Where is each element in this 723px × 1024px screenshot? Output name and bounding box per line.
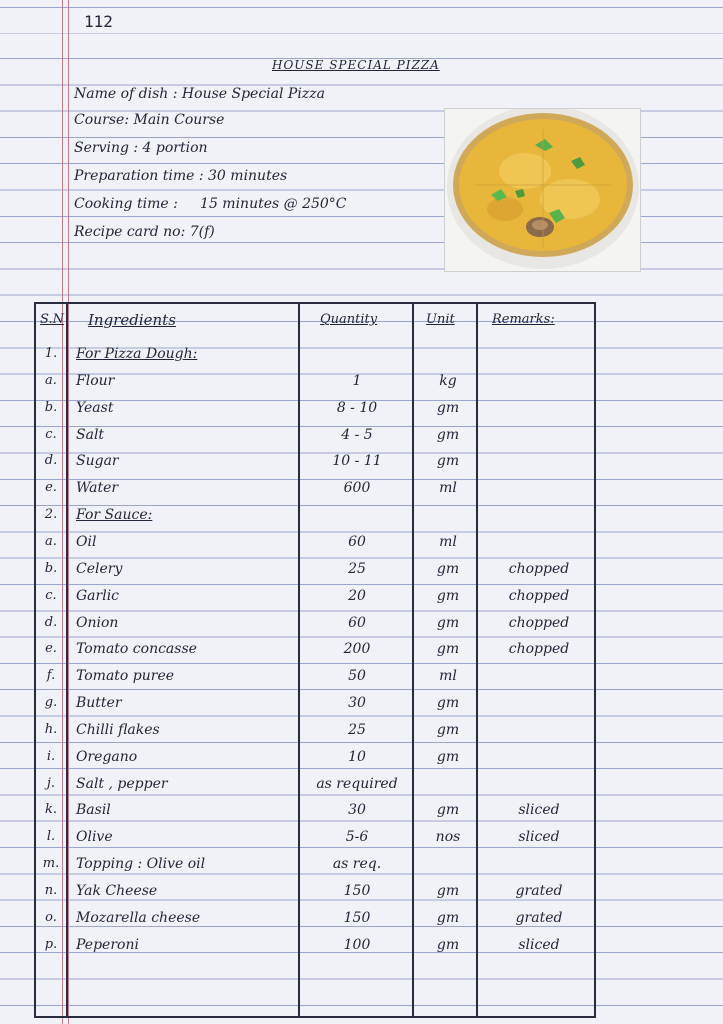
- table-row: [36, 718, 596, 744]
- row-unit: gm: [436, 909, 460, 926]
- row-ingredient: Oil: [76, 533, 97, 550]
- row-remarks: chopped: [508, 587, 570, 604]
- row-unit: gm: [436, 560, 460, 577]
- page-number: 112: [84, 12, 113, 31]
- row-sn: b.: [44, 560, 58, 576]
- table-row: [36, 637, 596, 663]
- row-quantity: 50: [348, 668, 366, 685]
- row-remarks: chopped: [508, 614, 570, 631]
- row-unit: gm: [436, 748, 460, 765]
- row-sn: m.: [42, 856, 60, 872]
- row-ingredient: Peperoni: [76, 936, 139, 953]
- header-unit: Unit: [426, 312, 455, 327]
- row-quantity: 200: [343, 641, 371, 658]
- row-quantity: 150: [343, 883, 371, 899]
- row-remarks: grated: [515, 909, 563, 926]
- row-sn: a.: [45, 372, 57, 388]
- row-quantity: 60: [348, 533, 366, 550]
- row-ingredient: For Sauce:: [76, 507, 153, 524]
- row-sn: d.: [44, 453, 58, 469]
- row-ingredient: Onion: [76, 614, 119, 631]
- header-quantity: Quantity: [320, 312, 378, 327]
- row-quantity: 10 - 11: [332, 453, 382, 470]
- row-ingredient: Olive: [76, 829, 113, 846]
- row-sn: e.: [45, 641, 57, 657]
- row-quantity: 150: [343, 909, 371, 926]
- row-ingredient: Mozarella cheese: [76, 909, 201, 926]
- row-ingredient: Basil: [76, 802, 111, 819]
- row-ingredient: Celery: [76, 560, 123, 577]
- ingredients-table: [34, 302, 596, 1018]
- row-sn: l.: [46, 829, 56, 845]
- row-remarks: sliced: [518, 802, 560, 819]
- row-unit: kg: [439, 372, 457, 389]
- serving: Serving : 4 portion: [74, 140, 208, 156]
- table-row: [36, 664, 596, 690]
- row-unit: ml: [439, 668, 457, 685]
- row-sn: o.: [45, 909, 57, 925]
- table-row: [36, 852, 596, 878]
- row-unit: gm: [436, 453, 460, 470]
- row-unit: gm: [436, 695, 460, 712]
- dish-name: Name of dish : House Special Pizza: [74, 86, 325, 102]
- table-row: [36, 396, 596, 422]
- row-quantity: 1: [352, 372, 362, 389]
- table-row: [36, 530, 596, 556]
- header-sn: S.N: [40, 312, 64, 327]
- row-ingredient: Chilli flakes: [76, 721, 160, 738]
- row-quantity: 20: [348, 587, 366, 604]
- row-quantity: 100: [343, 936, 371, 953]
- table-row: [36, 691, 596, 717]
- table-row: [36, 879, 596, 905]
- pizza-photo: [444, 108, 641, 272]
- row-unit: gm: [436, 721, 460, 738]
- table-top-border: [36, 302, 596, 304]
- table-row: [36, 611, 596, 637]
- row-sn: 2.: [44, 507, 58, 523]
- row-ingredient: Water: [76, 480, 119, 497]
- row-unit: ml: [439, 480, 457, 497]
- table-bottom-border: [36, 1016, 596, 1018]
- row-sn: c.: [45, 426, 57, 442]
- row-remarks: chopped: [508, 560, 570, 577]
- row-unit: gm: [436, 936, 460, 953]
- row-quantity: 5-6: [345, 829, 369, 846]
- row-ingredient: Salt: [76, 426, 105, 443]
- row-sn: n.: [44, 883, 58, 898]
- row-quantity: as required: [316, 775, 398, 792]
- header-remarks: Remarks:: [492, 312, 555, 327]
- row-ingredient: Salt , pepper: [76, 775, 168, 792]
- row-ingredient: Tomato concasse: [76, 641, 197, 658]
- row-sn: c.: [45, 587, 57, 603]
- table-row: [36, 584, 596, 610]
- row-remarks: chopped: [508, 641, 570, 658]
- row-unit: gm: [436, 426, 460, 443]
- table-row: [36, 798, 596, 824]
- row-sn: p.: [44, 936, 58, 952]
- row-unit: gm: [436, 883, 460, 899]
- row-ingredient: Flour: [76, 372, 115, 389]
- row-sn: a.: [45, 533, 57, 549]
- row-unit: gm: [436, 587, 460, 604]
- row-sn: e.: [45, 480, 57, 496]
- row-sn: d.: [44, 614, 58, 630]
- row-quantity: 600: [343, 480, 371, 497]
- table-row: [36, 369, 596, 395]
- table-row: [36, 557, 596, 583]
- row-quantity: 60: [348, 614, 366, 631]
- row-unit: gm: [436, 614, 460, 631]
- row-ingredient: Sugar: [76, 453, 119, 470]
- table-row: [36, 745, 596, 771]
- row-unit: nos: [435, 829, 461, 846]
- row-unit: gm: [436, 399, 460, 416]
- row-quantity: 4 - 5: [341, 426, 373, 443]
- row-sn: k.: [44, 802, 57, 818]
- row-quantity: 30: [348, 802, 366, 819]
- row-ingredient: Garlic: [76, 587, 120, 604]
- course: Course: Main Course: [74, 112, 225, 128]
- recipe-title: HOUSE SPECIAL PIZZA: [272, 58, 440, 72]
- row-sn: h.: [44, 721, 58, 737]
- row-remarks: sliced: [518, 829, 560, 846]
- row-quantity: 30: [348, 695, 366, 712]
- table-row: [36, 449, 596, 475]
- row-sn: 1.: [44, 346, 58, 361]
- row-quantity: 10: [348, 748, 366, 765]
- recipe-card-number: Recipe card no: 7(f): [74, 224, 215, 240]
- table-row: [36, 772, 596, 798]
- row-quantity: 25: [348, 721, 366, 738]
- row-unit: gm: [436, 641, 460, 658]
- row-quantity: as req.: [332, 856, 382, 873]
- preparation-time: Preparation time : 30 minutes: [74, 168, 288, 184]
- section-row: [36, 342, 596, 368]
- row-ingredient: For Pizza Dough:: [76, 346, 198, 362]
- row-sn: i.: [46, 748, 56, 764]
- section-row: [36, 503, 596, 529]
- row-ingredient: Butter: [76, 695, 122, 712]
- row-quantity: 8 - 10: [336, 399, 378, 416]
- row-unit: ml: [439, 533, 457, 550]
- table-row: [36, 476, 596, 502]
- row-sn: b.: [44, 399, 58, 415]
- table-row: [36, 933, 596, 959]
- row-sn: j.: [46, 775, 56, 791]
- row-ingredient: Tomato puree: [76, 668, 175, 685]
- row-ingredient: Topping : Olive oil: [76, 856, 206, 873]
- pizza-image: [445, 109, 640, 271]
- row-ingredient: Oregano: [76, 748, 138, 765]
- row-quantity: 25: [348, 560, 366, 577]
- row-sn: f.: [46, 668, 56, 684]
- table-row: [36, 825, 596, 851]
- row-sn: g.: [44, 695, 58, 711]
- table-row: [36, 906, 596, 932]
- table-row: [36, 423, 596, 449]
- row-unit: gm: [436, 802, 460, 819]
- row-ingredient: Yak Cheese: [76, 883, 158, 899]
- row-remarks: grated: [515, 883, 563, 899]
- row-ingredient: Yeast: [76, 399, 114, 416]
- row-remarks: sliced: [518, 936, 560, 953]
- cooking-time: Cooking time : 15 minutes @ 250°C: [74, 196, 347, 212]
- header-ingredients: Ingredients: [88, 311, 176, 329]
